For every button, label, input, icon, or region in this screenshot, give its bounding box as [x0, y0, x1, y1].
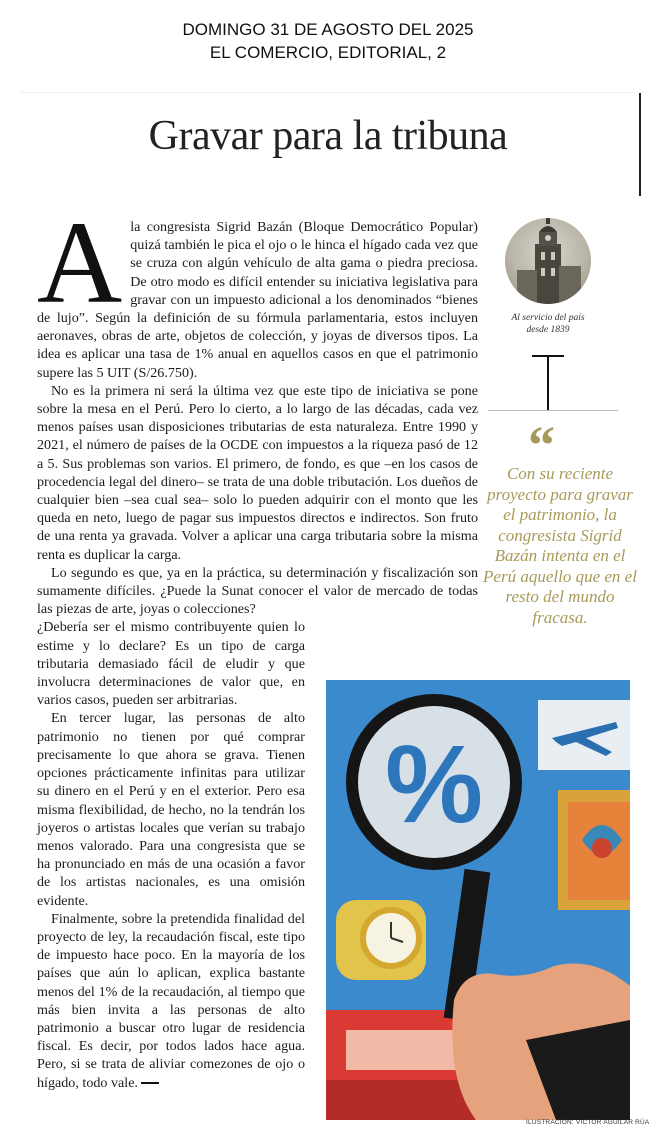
logo-stem: [547, 355, 549, 411]
quote-mark-icon: “: [528, 415, 555, 475]
date-line: DOMINGO 31 DE AGOSTO DEL 2025: [182, 20, 474, 39]
drop-cap: A: [37, 197, 123, 328]
paragraph-2: No es la primera ni será la última vez que este tipo de iniciativa se pone sobre la mesa en el Perú. Pero lo cierto, a lo largo de las décadas, cada vez menos países usan disposiciones tributarias de esta naturaleza. Entre 1990 y 2021, el número de países de la OCDE con impuestos a la riqueza pasó de 12 a 5. Sus problemas son varios. El primero, de fondo, es que –en los casos de procedencia legal del dinero– se trata de una doble tributación. Los dueños de cualquier bien –sea cual sea– solo lo pueden adquirir con el monto que les queda en neto, luego de pagar sus impuestos directos e indirectos. Son fruto de una renta ya gravada. Volver a aplicar una carga tributaria sobre la misma renta es duplicar la carga.: [37, 382, 478, 563]
watch-icon: [336, 900, 426, 980]
paragraph-6: Finalmente, sobre la pretendida finalidad del proyecto de ley, la recaudación fiscal, este tipo de impuesto hace poco. En la mayoría de los países que aún lo aplican, explica bastante menos del 1% de la recaudación, al tiempo que más bien invita a las personas de alto patrimonio a buscar otro lugar de residencia fiscal. Es decir, por todos lados hace agua. Pero, si se trata de aliviar comezones de ojo o hígado, todo vale.: [37, 910, 305, 1091]
pull-quote-rule: [488, 410, 618, 411]
paragraph-3: Lo segundo es que, ya en la práctica, su determinación y fiscalización son sumamente difíciles. ¿Puede la Sunat conocer el valor de mercado de todas las piezas de arte, joyas o colecciones?: [37, 564, 478, 618]
paragraph-5: En tercer lugar, las personas de alto patrimonio no tienen por qué comprar precisamente lo que ahora se grava. Tienen opciones prácticamente infinitas para utilizar su dinero en el Perú y en el exterior. Pero esa misma flexibilidad, de hecho, no la tendrán los joyeros o artistas locales que verían su trabajo menos valorado. Para una congresista que se ha pronunciado en más de una ocasión a favor de los artistas nacionales, es una omisión evidente.: [37, 710, 305, 909]
headline: Gravar para la tribuna: [148, 113, 508, 159]
header-divider: [20, 92, 636, 93]
newspaper-building-logo: [505, 218, 591, 304]
page-header: [0, 0, 656, 92]
pull-quote: Con su reciente proyecto para gravar el patrimonio, la congresista Sigrid Bazán intenta en el Perú aquello que en el resto del mundo fracasa.: [483, 464, 637, 627]
hand-icon: [452, 964, 630, 1121]
paragraph-4: ¿Debería ser el mismo contribuyente quien lo estime y lo declare? Es un tipo de carga tributaria demasiado fácil de eludir y que involucra determinaciones de valor que, en varios casos, pueden ser arbitrarias.: [37, 619, 305, 709]
paragraph-1: A la congresista Sigrid Bazán (Bloque Democrático Popular) quizá también le pica el ojo o le hinca el hígado cada vez que se cruza con algún vehículo de alta gama o piedra preciosa. De otro modo es difícil entender su iniciativa legislativa para gravar con un impuesto adicional a los denominados “bienes de lujo”. Según la definición de su fórmula parlamentaria, estos incluyen aeronaves, obras de arte, objetos de colección, y joyas de diversos tipos. La idea es aplicar una tasa de 1% anual en aquellos casos en que el patrimonio supere las 5 UIT (S/26.750).: [37, 197, 478, 381]
percent-symbol: %: [385, 723, 483, 846]
source-line: EL COMERCIO, EDITORIAL, 2: [209, 43, 447, 62]
end-mark: [141, 1082, 159, 1084]
illustration-credit: ILUSTRACIÓN: VÍCTOR AGUILAR RÚA: [526, 1119, 650, 1126]
logo-caption: Al servicio del país desde 1839: [511, 313, 585, 335]
airplane-icon: [538, 700, 630, 770]
painting-icon: [558, 790, 630, 910]
illustration: [326, 680, 630, 1120]
